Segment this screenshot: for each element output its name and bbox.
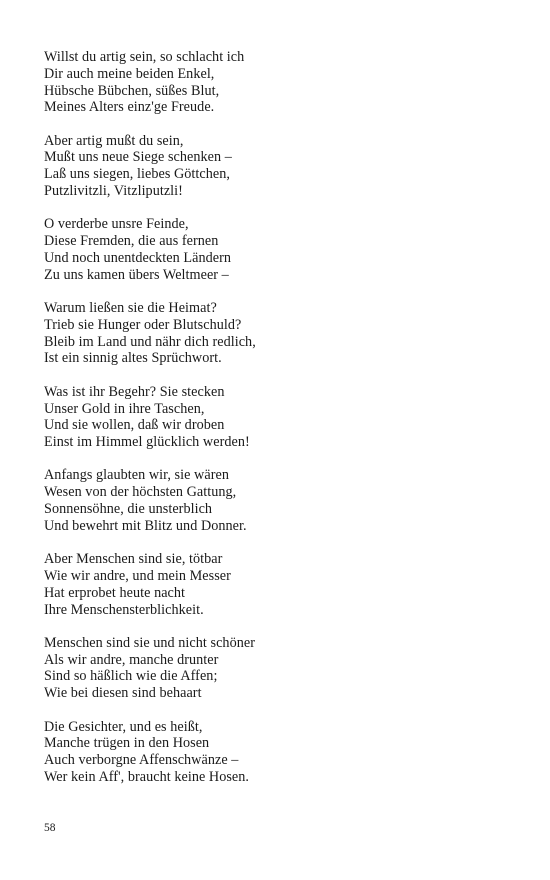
stanza [44, 49, 514, 116]
poem-line: Bleib im Land und nähr dich redlich, [44, 333, 256, 350]
poem-line: Sind so häßlich wie die Affen; [44, 668, 218, 685]
stanza [44, 384, 514, 451]
poem-line: Und bewehrt mit Blitz und Donner. [44, 517, 247, 534]
poem-line: Die Gesichter, und es heißt, [44, 718, 203, 735]
poem-line: O verderbe unsre Feinde, [44, 216, 189, 233]
poem-line: Wesen von der höchsten Gattung, [44, 484, 237, 501]
poem-line: Manche trügen in den Hosen [44, 735, 210, 752]
stanza [44, 216, 514, 283]
poem-line: Menschen sind sie und nicht schöner [44, 634, 255, 651]
stanza [44, 719, 514, 786]
poem-line: Und sie wollen, daß wir droben [44, 417, 225, 434]
poem-line: Was ist ihr Begehr? Sie stecken [44, 383, 225, 400]
poem-line: Aber artig mußt du sein, [44, 132, 184, 149]
stanza [44, 133, 514, 200]
poem-line: Putzlivitzli, Vitzliputzli! [44, 183, 183, 200]
poem-line: Als wir andre, manche drunter [44, 651, 219, 668]
poem-line: Sonnensöhne, die unsterblich [44, 501, 213, 518]
stanza [44, 467, 514, 534]
poem-line: Hat erprobet heute nacht [44, 584, 186, 601]
poem-text [44, 49, 514, 802]
poem-line: Einst im Himmel glücklich werden! [44, 434, 250, 451]
poem-line: Hübsche Bübchen, süßes Blut, [44, 82, 220, 99]
poem-line: Dir auch meine beiden Enkel, [44, 65, 215, 82]
poem-line: Anfangs glaubten wir, sie wären [44, 467, 229, 484]
poem-line: Diese Fremden, die aus fernen [44, 233, 219, 250]
page-number: 58 [44, 822, 56, 834]
poem-line: Willst du artig sein, so schlacht ich [44, 49, 245, 65]
poem-line: Wie bei diesen sind behaart [44, 685, 202, 702]
poem-line: Ihre Menschensterblichkeit. [44, 601, 204, 618]
stanza [44, 551, 514, 618]
poem-line: Ist ein sinnig altes Sprüchwort. [44, 350, 222, 367]
poem-line: Laß uns siegen, liebes Göttchen, [44, 166, 230, 183]
poem-line: Wie wir andre, und mein Messer [44, 567, 231, 584]
poem-line: Meines Alters einz'ge Freude. [44, 99, 215, 116]
poem-line: Aber Menschen sind sie, tötbar [44, 551, 223, 568]
stanza [44, 635, 514, 702]
poem-line: Zu uns kamen übers Weltmeer – [44, 266, 229, 283]
poem-line: Warum ließen sie die Heimat? [44, 300, 217, 317]
poem-line: Mußt uns neue Siege schenken – [44, 149, 232, 166]
poem-line: Und noch unentdeckten Ländern [44, 249, 232, 266]
poem-line: Wer kein Aff', braucht keine Hosen. [44, 768, 250, 785]
poem-line: Trieb sie Hunger oder Blutschuld? [44, 316, 242, 333]
stanza [44, 300, 514, 367]
poem-line: Auch verborgne Affenschwänze – [44, 752, 239, 769]
poem-line: Unser Gold in ihre Taschen, [44, 400, 205, 417]
